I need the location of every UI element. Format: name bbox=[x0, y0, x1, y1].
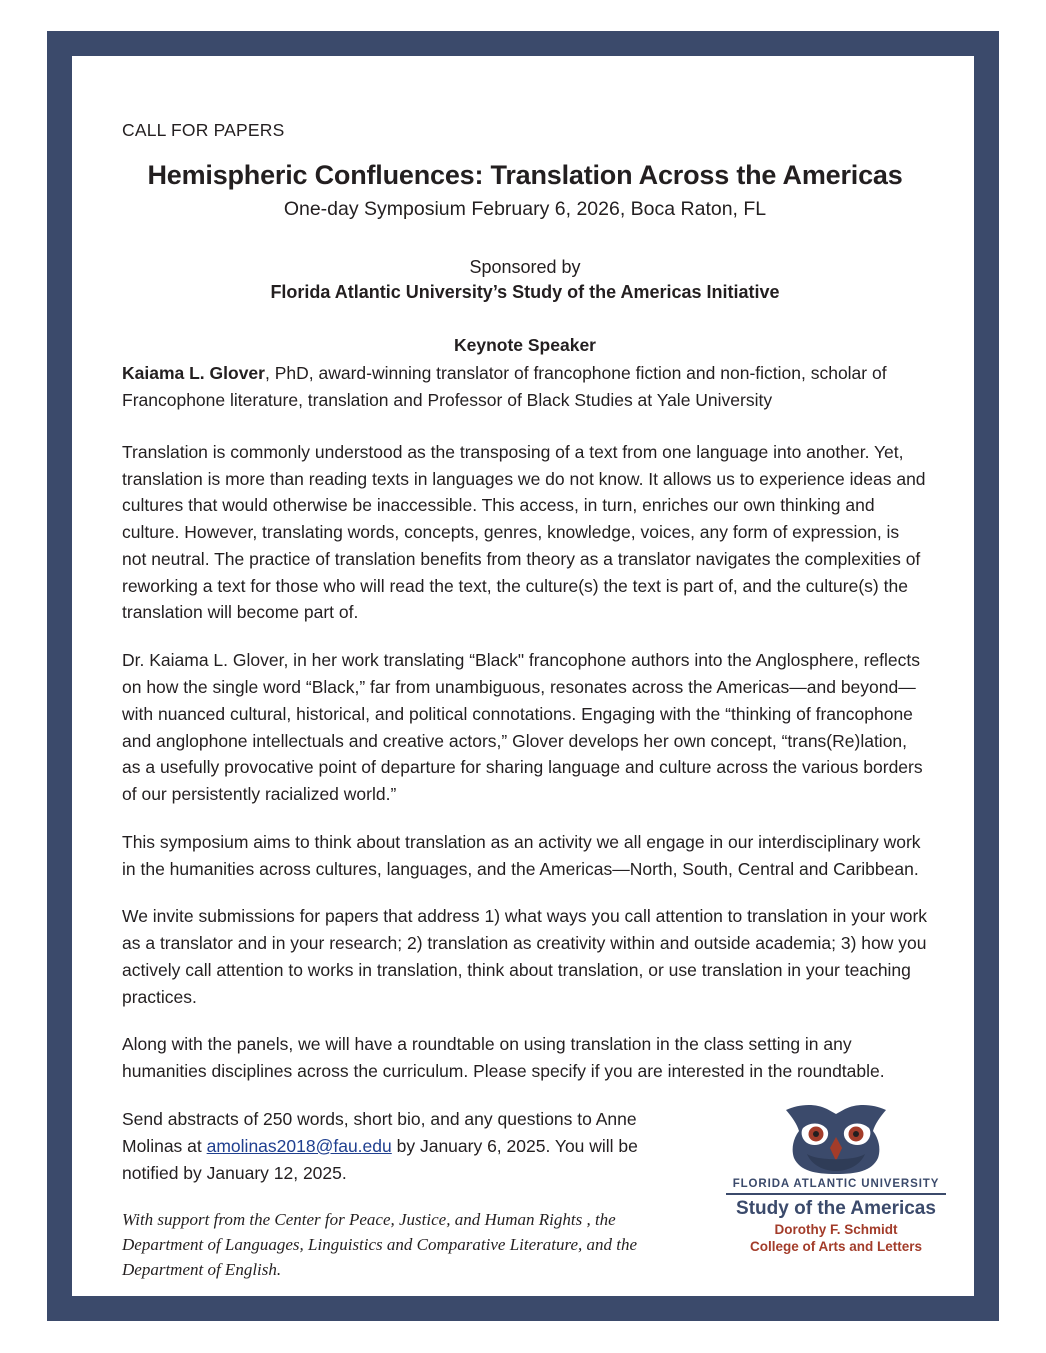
paragraph: Translation is commonly understood as the transposing of a text from one language into another. Yet, translation is more than reading texts in languages we do not know. It allows us to experience ideas and cultures that would otherwise be inaccessible. This access, in turn, enriches our own thinking and culture. However, translating words, concepts, genres, knowledge, voices, any form of expression, is not neutral. The practice of translation benefits from theory as a translator navigates the complexities of reworking a text for those who will read the text, the culture(s) the text is part of, and the culture(s) the translation will become part of. bbox=[122, 441, 926, 623]
keynote-heading: Keynote Speaker bbox=[453, 335, 596, 356]
logo-college-line2: College of Arts and Letters bbox=[749, 1239, 923, 1255]
poster-inner-area bbox=[71, 55, 975, 1297]
sponsor-label: Sponsored by bbox=[469, 257, 581, 278]
submission-text-before: Send abstracts of 250 words, short bio, and any questions to Anne Molinas at bbox=[122, 1108, 637, 1156]
logo-program-name: Study of the Americas bbox=[736, 1198, 936, 1220]
email-link[interactable]: amolinas2018@fau.edu bbox=[206, 1135, 392, 1156]
fau-logo-block bbox=[726, 1102, 946, 1256]
support-note: With support from the Center for Peace, Justice, and Human Rights , the Department of Languages, Linguistics and Comparative Literature, and the Department of English. bbox=[122, 1210, 638, 1279]
event-subtitle: One-day Symposium February 6, 2026, Boca Raton, FL bbox=[283, 198, 767, 221]
logo-university-name: FLORIDA ATLANTIC UNIVERSITY bbox=[726, 1178, 946, 1195]
submission-text-after: by January 6, 2025. You will be notified by January 12, 2025. bbox=[122, 1135, 638, 1183]
call-for-papers-label: CALL FOR PAPERS bbox=[122, 120, 285, 140]
keynote-speaker-name: Kaiama L. Glover bbox=[122, 363, 265, 384]
owl-icon bbox=[777, 1102, 895, 1174]
paragraph: Dr. Kaiama L. Glover, in her work translating “Black" francophone authors into the Anglosphere, reflects on how the single word “Black,” far from unambiguous, resonates across the Americas—and beyond—with nuanced cultural, historical, and political connotations. Engaging with the “thinking of francophone and anglophone intellectuals and creative actors,” Glover develops her own concept, “trans(Re)lation, as a usefully provocative point of departure for sharing language and culture across the various borders of our persistently racialized world.” bbox=[122, 650, 923, 805]
paragraph: This symposium aims to think about translation as an activity we all engage in our interdisciplinary work in the humanities across cultures, languages, and the Americas—North, South, Central and Caribbean. bbox=[122, 831, 921, 879]
poster-border bbox=[47, 31, 999, 1321]
logo-college-name bbox=[726, 1222, 946, 1256]
submission-instructions bbox=[122, 1106, 682, 1186]
paragraph: Along with the panels, we will have a roundtable on using translation in the class setting in any humanities disciplines across the curriculum. Please specify if you are interested in the roundtable. bbox=[122, 1034, 885, 1082]
logo-college-line1: Dorothy F. Schmidt bbox=[774, 1222, 898, 1238]
body-paragraphs bbox=[122, 439, 928, 1186]
paragraph: We invite submissions for papers that address 1) what ways you call attention to translation in your work as a translator and in your research; 2) translation as creativity within and outside academia; 3) how you actively call attention to works in translation, think about translation, or use translation in your teaching practices. bbox=[122, 906, 928, 1007]
sponsor-name: Florida Atlantic University’s Study of the Americas Initiative bbox=[270, 282, 780, 303]
keynote-speaker-description: , PhD, award-winning translator of francophone fiction and non-fiction, scholar of Francophone literature, translation and Professor of Black Studies at Yale University bbox=[122, 363, 887, 410]
keynote-speaker bbox=[122, 360, 928, 413]
page-title: Hemispheric Confluences: Translation Across the Americas bbox=[147, 160, 903, 190]
